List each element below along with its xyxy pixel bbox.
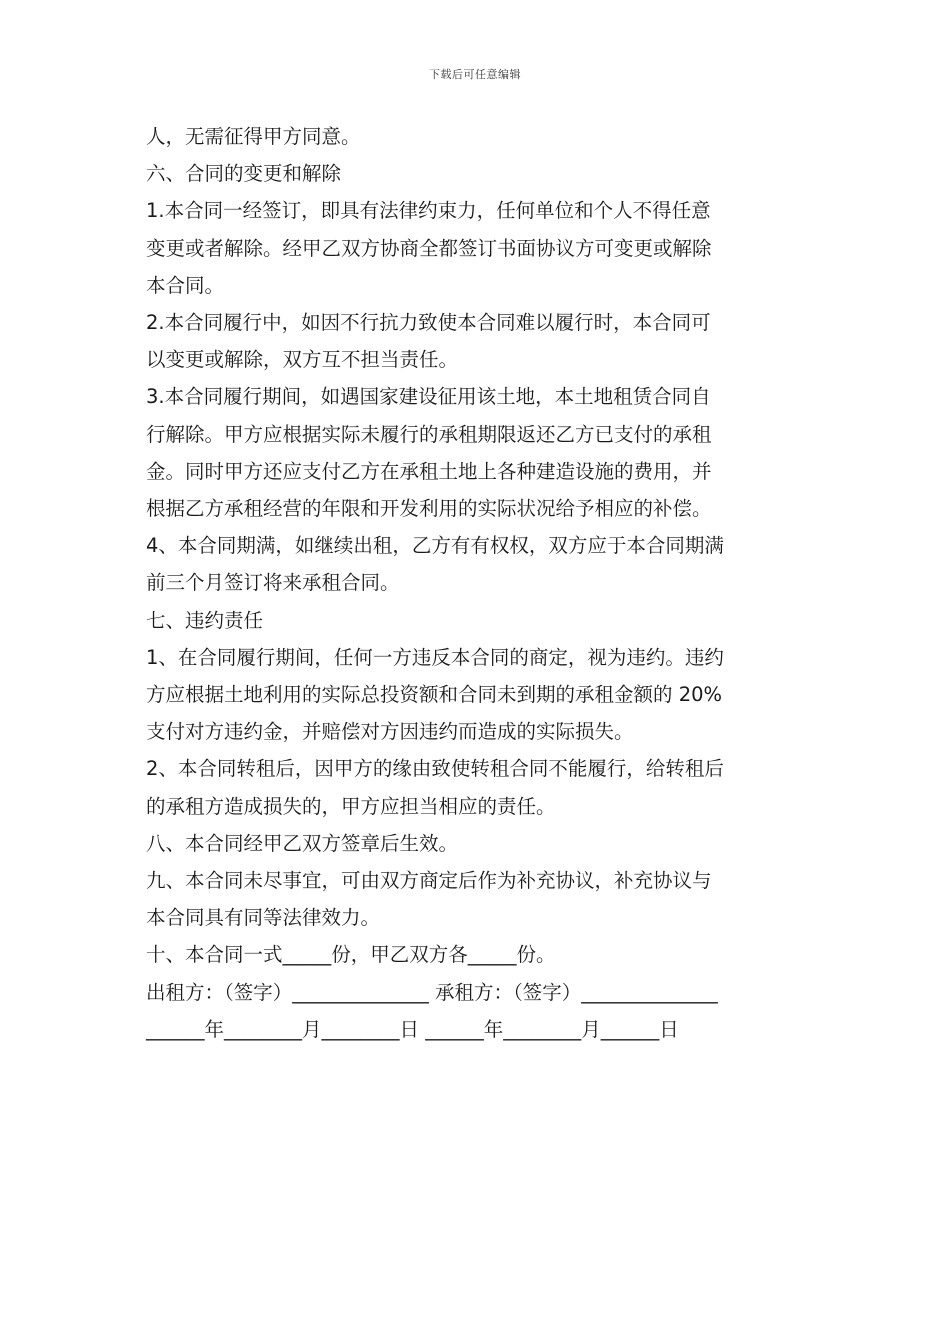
text-line: 变更或者解除。经甲乙双方协商全都签订书面协议方可变更或解除 (146, 236, 712, 260)
text-line: 本合同具有同等法律效力。 (146, 906, 381, 930)
text-line: 1.本合同一经签订，即具有法律约束力，任何单位和个人不得任意 (146, 199, 711, 223)
text-line: 的承租方造成损失的，甲方应担当相应的责任。 (146, 794, 556, 818)
text-line: 2、本合同转租后，因甲方的缘由致使转租合同不能履行，给转租后 (146, 757, 724, 781)
contract-body (146, 118, 810, 1048)
text-line: 以变更或解除，双方互不担当责任。 (146, 348, 459, 372)
signature-line: 出租方：（签字）______________ 承租方：（签字）______________ (146, 980, 718, 1004)
text-line: 1、在合同履行期间，任何一方违反本合同的商定，视为违约。违约 (146, 645, 724, 669)
section-heading-6: 六、合同的变更和解除 (146, 162, 342, 186)
section-heading-10: 十、本合同一式_____份，甲乙双方各_____份。 (146, 943, 556, 967)
text-line: 金。同时甲方还应支付乙方在承租土地上各种建造设施的费用，并 (146, 459, 712, 483)
text-line: 人，无需征得甲方同意。 (146, 125, 361, 148)
signature-date-line: ______年________月________日 ______年________月______日 (146, 1017, 679, 1041)
section-heading-9: 九、本合同未尽事宜，可由双方商定后作为补充协议，补充协议与 (146, 869, 712, 893)
page-header-note: 下载后可任意编辑 (429, 68, 521, 81)
section-heading-8: 八、本合同经甲乙双方签章后生效。 (146, 831, 459, 855)
text-line: 前三个月签订将来承租合同。 (146, 571, 400, 595)
text-line: 本合同。 (146, 273, 225, 297)
text-line: 3.本合同履行期间，如遇国家建设征用该土地，本土地租赁合同自 (146, 385, 711, 409)
text-line: 根据乙方承租经营的年限和开发利用的实际状况给予相应的补偿。 (146, 497, 712, 521)
text-line: 方应根据土地利用的实际总投资额和合同未到期的承租金额的 20% (146, 683, 723, 707)
text-line: 2.本合同履行中，如因不行抗力致使本合同难以履行时，本合同可 (146, 311, 711, 335)
text-line: 支付对方违约金，并赔偿对方因违约而造成的实际损失。 (146, 720, 634, 744)
section-heading-7: 七、违约责任 (146, 608, 264, 632)
text-line: 行解除。甲方应根据实际未履行的承租期限返还乙方已支付的承租 (146, 422, 712, 446)
text-line: 4、本合同期满，如继续出租，乙方有有权权，双方应于本合同期满 (146, 534, 724, 558)
